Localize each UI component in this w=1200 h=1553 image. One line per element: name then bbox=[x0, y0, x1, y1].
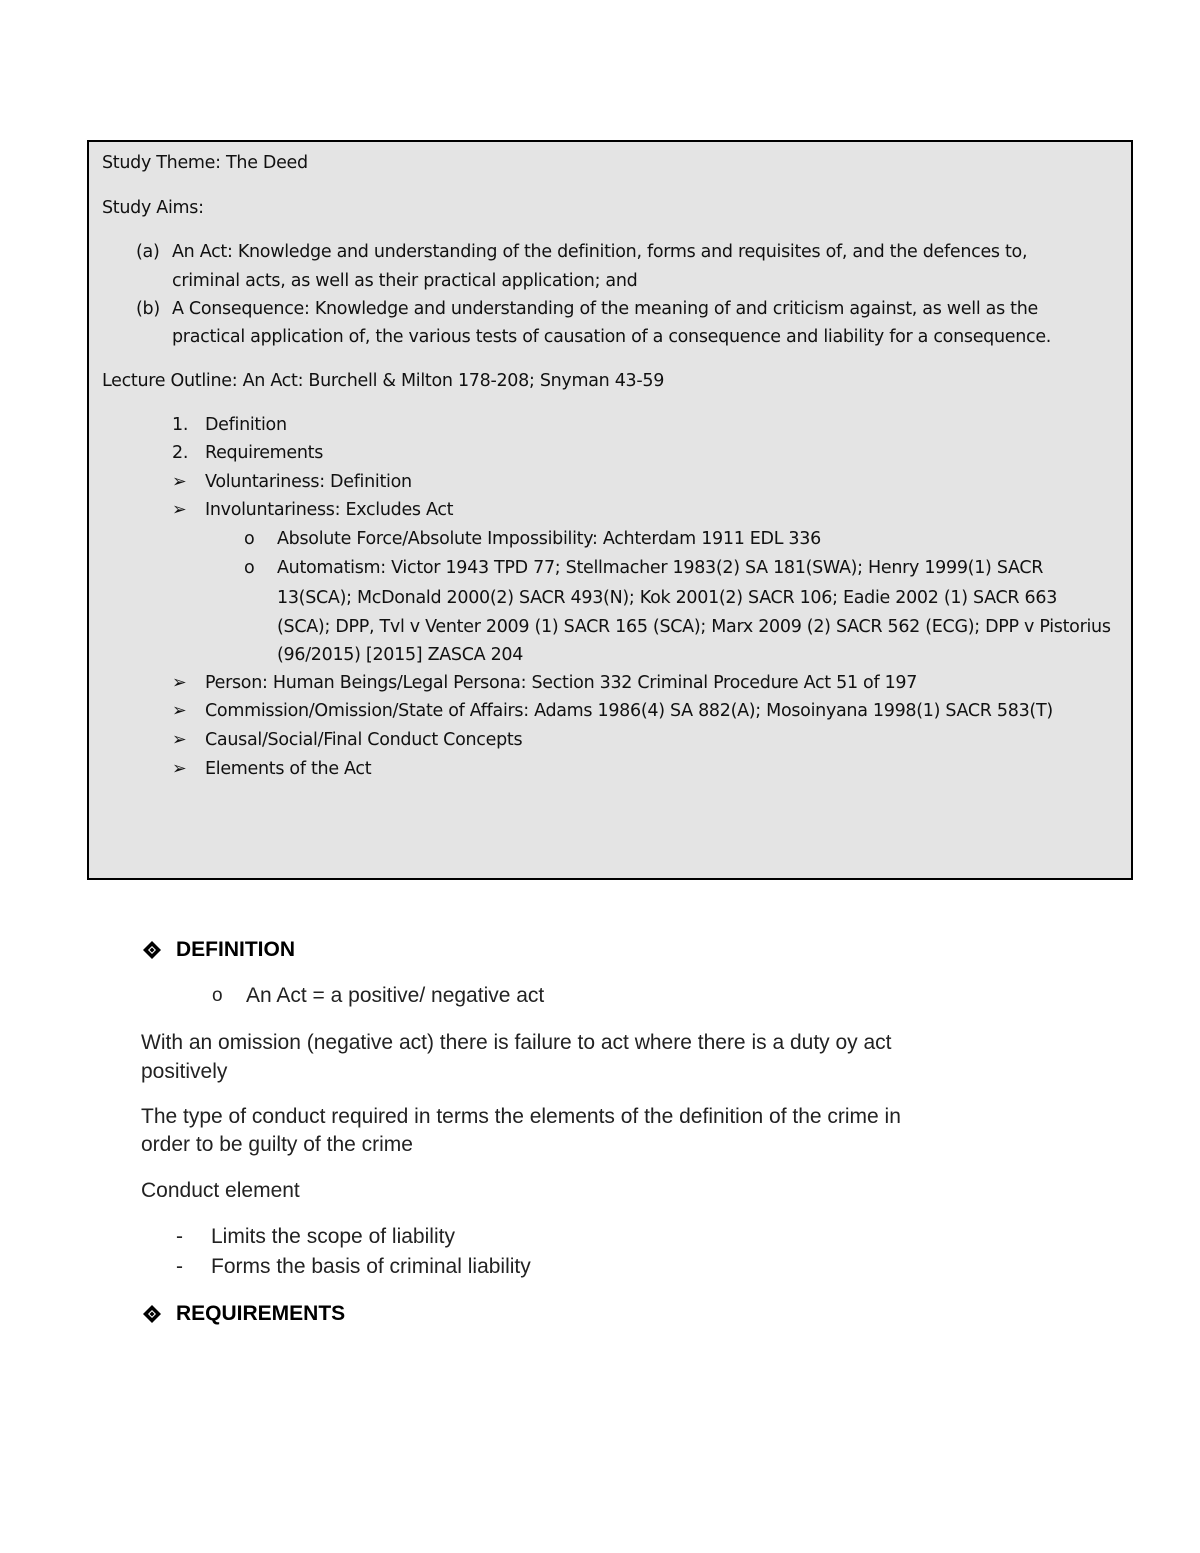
outline-voluntariness: Voluntariness: Definition bbox=[205, 472, 412, 492]
outline-person: Person: Human Beings/Legal Persona: Section 332 Criminal Procedure Act 51 of 197 bbox=[205, 673, 918, 693]
aim-b-line1: A Consequence: Knowledge and understanding of the meaning of and criticism against, as well as the bbox=[172, 299, 1038, 319]
arrow-bullet-icon: ➢ bbox=[172, 759, 187, 779]
def-bullet-text: An Act = a positive/ negative act bbox=[246, 984, 545, 1007]
definition-heading: DEFINITION bbox=[176, 938, 295, 961]
aim-marker-b: (b) bbox=[136, 299, 160, 319]
outline-automatism-line4: (96/2015) [2015] ZASCA 204 bbox=[277, 645, 524, 665]
dash-marker: - bbox=[176, 1255, 183, 1278]
conduct-line1: The type of conduct required in terms the elements of the definition of the crime in bbox=[141, 1105, 901, 1128]
aim-marker-a: (a) bbox=[136, 242, 160, 262]
aim-a-line1: An Act: Knowledge and understanding of the definition, forms and requisites of, and the defences to, bbox=[172, 242, 1028, 262]
def-bullet-marker: o bbox=[212, 985, 223, 1006]
conduct-element: Conduct element bbox=[141, 1179, 300, 1202]
arrow-bullet-icon: ➢ bbox=[172, 472, 187, 492]
diamond-bullet-icon bbox=[143, 1305, 161, 1323]
requirements-heading: REQUIREMENTS bbox=[176, 1302, 346, 1325]
outline-automatism-line3: (SCA); DPP, Tvl v Venter 2009 (1) SACR 165 (SCA); Marx 2009 (2) SACR 562 (ECG); DPP v Pistorius bbox=[277, 617, 1111, 637]
outline-conduct-concepts: Causal/Social/Final Conduct Concepts bbox=[205, 730, 523, 750]
list-number-1: 1. bbox=[172, 415, 189, 435]
outline-involuntariness: Involuntariness: Excludes Act bbox=[205, 500, 454, 520]
arrow-bullet-icon: ➢ bbox=[172, 701, 187, 721]
outline-definition: Definition bbox=[205, 415, 287, 435]
omission-line1: With an omission (negative act) there is failure to act where there is a duty oy act bbox=[141, 1031, 892, 1054]
omission-line2: positively bbox=[141, 1060, 228, 1083]
arrow-bullet-icon: ➢ bbox=[172, 673, 187, 693]
dash-marker: - bbox=[176, 1225, 183, 1248]
sub-bullet-marker: o bbox=[244, 558, 255, 578]
study-box bbox=[87, 140, 1133, 880]
list-number-2: 2. bbox=[172, 443, 189, 463]
outline-commission: Commission/Omission/State of Affairs: Adams 1986(4) SA 882(A); Mosoinyana 1998(1) SACR 583(T) bbox=[205, 701, 1053, 721]
dash-item-limits: Limits the scope of liability bbox=[211, 1225, 455, 1248]
study-aims-label: Study Aims: bbox=[102, 198, 204, 218]
conduct-line2: order to be guilty of the crime bbox=[141, 1133, 413, 1156]
outline-absolute-force: Absolute Force/Absolute Impossibility: Achterdam 1911 EDL 336 bbox=[277, 529, 821, 549]
aim-b-line2: practical application of, the various tests of causation of a consequence and liability for a consequence. bbox=[172, 327, 1052, 347]
aim-a-line2: criminal acts, as well as their practical application; and bbox=[172, 271, 638, 291]
lecture-outline: Lecture Outline: An Act: Burchell & Milton 178-208; Snyman 43-59 bbox=[102, 371, 665, 391]
dash-item-basis: Forms the basis of criminal liability bbox=[211, 1255, 531, 1278]
diamond-bullet-icon bbox=[143, 941, 161, 959]
outline-requirements: Requirements bbox=[205, 443, 324, 463]
sub-bullet-marker: o bbox=[244, 529, 255, 549]
outline-automatism-line2: 13(SCA); McDonald 2000(2) SACR 493(N); Kok 2001(2) SACR 106; Eadie 2002 (1) SACR 663 bbox=[277, 588, 1058, 608]
outline-automatism-line1: Automatism: Victor 1943 TPD 77; Stellmacher 1983(2) SA 181(SWA); Henry 1999(1) SACR bbox=[277, 558, 1044, 578]
study-theme: Study Theme: The Deed bbox=[102, 153, 308, 173]
arrow-bullet-icon: ➢ bbox=[172, 730, 187, 750]
outline-elements: Elements of the Act bbox=[205, 759, 372, 779]
arrow-bullet-icon: ➢ bbox=[172, 500, 187, 520]
